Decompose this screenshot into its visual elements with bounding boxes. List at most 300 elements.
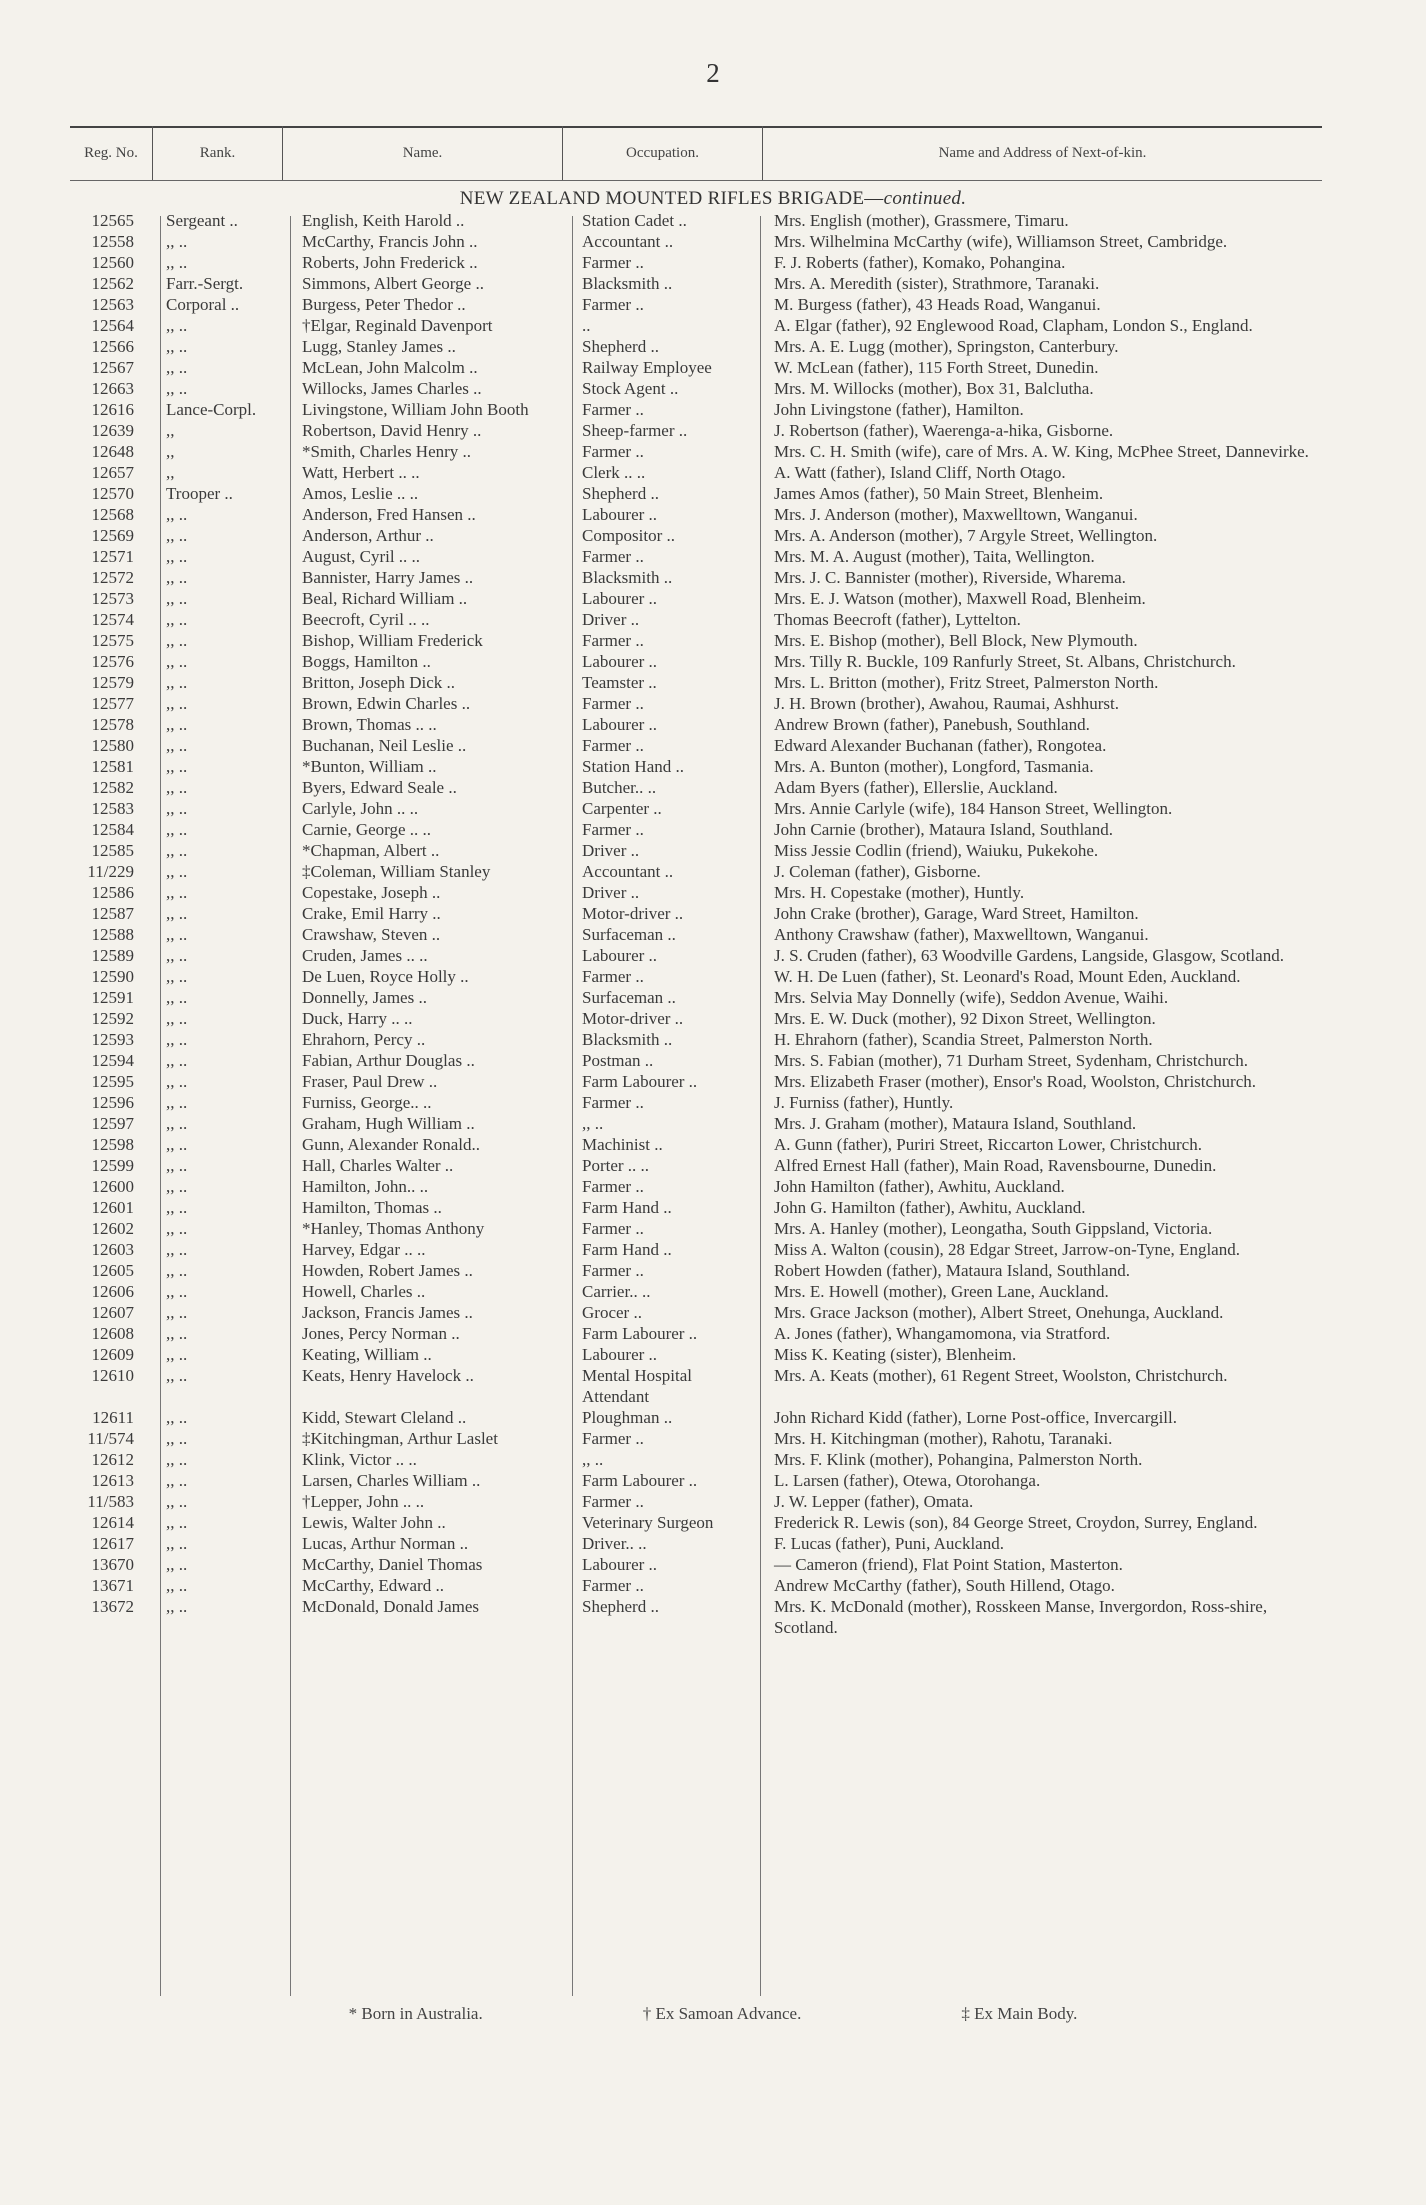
reg-number: 12606 [91, 1282, 134, 1301]
soldier-name: Watt, Herbert .. .. [302, 463, 420, 482]
rank: ,, .. [166, 1345, 188, 1364]
reg-number: 12605 [91, 1261, 134, 1280]
next-of-kin: Miss A. Walton (cousin), 28 Edgar Street, Jarrow-on-Tyne, England. [774, 1240, 1240, 1259]
rank: ,, .. [166, 1198, 188, 1217]
reg-number: 12609 [91, 1345, 134, 1364]
rank: ,, .. [166, 799, 188, 818]
occupation: Clerk .. .. [582, 463, 646, 482]
rank: ,, .. [166, 1219, 188, 1238]
occupation: Carrier.. .. [582, 1282, 651, 1301]
table-row [0, 1302, 1426, 1323]
next-of-kin: J. Robertson (father), Waerenga-a-hika, Gisborne. [774, 421, 1114, 440]
reg-number: 12612 [91, 1450, 134, 1469]
table-row [0, 357, 1426, 378]
next-of-kin: A. Elgar (father), 92 Englewood Road, Clapham, London S., England. [774, 316, 1253, 335]
table-row [0, 1050, 1426, 1071]
next-of-kin: John Hamilton (father), Awhitu, Auckland. [774, 1177, 1065, 1196]
reg-number: 12558 [91, 232, 134, 251]
soldier-name: Lewis, Walter John .. [302, 1513, 446, 1532]
next-of-kin: Mrs. Selvia May Donnelly (wife), Seddon Avenue, Waihi. [774, 988, 1169, 1007]
next-of-kin: Mrs. E. J. Watson (mother), Maxwell Road, Blenheim. [774, 589, 1146, 608]
reg-number: 12574 [91, 610, 134, 629]
occupation: ,, .. [582, 1450, 604, 1469]
rank: ,, [166, 421, 175, 440]
rank: ,, .. [166, 1303, 188, 1322]
rank: ,, .. [166, 694, 188, 713]
next-of-kin: A. Jones (father), Whangamomona, via Stratford. [774, 1324, 1111, 1343]
reg-number: 12657 [91, 463, 134, 482]
occupation: Blacksmith .. [582, 274, 673, 293]
next-of-kin: John Richard Kidd (father), Lorne Post-office, Invercargill. [774, 1408, 1177, 1427]
occupation: Compositor .. [582, 526, 676, 545]
header-name: Name. [282, 126, 562, 180]
next-of-kin: Mrs. H. Kitchingman (mother), Rahotu, Taranaki. [774, 1429, 1113, 1448]
rank: ,, .. [166, 736, 188, 755]
occupation: Blacksmith .. [582, 1030, 673, 1049]
soldier-name: ‡Kitchingman, Arthur Laslet [302, 1429, 498, 1448]
reg-number: 12572 [91, 568, 134, 587]
next-of-kin: Mrs. A. Meredith (sister), Strathmore, Taranaki. [774, 274, 1100, 293]
occupation: Station Cadet .. [582, 211, 687, 230]
soldier-name: Carlyle, John .. .. [302, 799, 419, 818]
reg-number: 12583 [91, 799, 134, 818]
rank: Corporal .. [166, 295, 240, 314]
occupation: Grocer .. [582, 1303, 642, 1322]
soldier-name: *Chapman, Albert .. [302, 841, 440, 860]
occupation: Farmer .. [582, 820, 644, 839]
occupation: Farmer .. [582, 400, 644, 419]
soldier-name: Duck, Harry .. .. [302, 1009, 413, 1028]
occupation: Farmer .. [582, 547, 644, 566]
next-of-kin: — Cameron (friend), Flat Point Station, Masterton. [774, 1555, 1123, 1574]
table-row [0, 1029, 1426, 1050]
next-of-kin: Mrs. A. Bunton (mother), Longford, Tasmania. [774, 757, 1094, 776]
reg-number: 12639 [91, 421, 134, 440]
reg-number: 12586 [91, 883, 134, 902]
reg-number: 12577 [91, 694, 134, 713]
reg-number: 12581 [91, 757, 134, 776]
table-row [0, 294, 1426, 315]
soldier-name: McLean, John Malcolm .. [302, 358, 478, 377]
next-of-kin: Mrs. Elizabeth Fraser (mother), Ensor's Road, Woolston, Christchurch. [774, 1072, 1257, 1091]
table-row [0, 1134, 1426, 1155]
reg-number: 12579 [91, 673, 134, 692]
soldier-name: Beal, Richard William .. [302, 589, 468, 608]
rank: ,, .. [166, 337, 188, 356]
reg-number: 12603 [91, 1240, 134, 1259]
table-row [0, 1092, 1426, 1113]
rank: ,, .. [166, 1408, 188, 1427]
reg-number: 12564 [91, 316, 134, 335]
table-row [0, 1281, 1426, 1302]
table-row [0, 966, 1426, 987]
reg-number: 12585 [91, 841, 134, 860]
next-of-kin: W. McLean (father), 115 Forth Street, Dunedin. [774, 358, 1099, 377]
table-row [0, 1176, 1426, 1197]
section-title-text: NEW ZEALAND MOUNTED RIFLES BRIGADE— [459, 188, 884, 209]
table-row [0, 336, 1426, 357]
soldier-name: Hamilton, Thomas .. [302, 1198, 442, 1217]
header-rank: Rank. [152, 126, 282, 180]
reg-number: 12568 [91, 505, 134, 524]
rank: ,, .. [166, 1576, 188, 1595]
rank: ,, .. [166, 568, 188, 587]
next-of-kin: Mrs. L. Britton (mother), Fritz Street, Palmerston North. [774, 673, 1159, 692]
reg-number: 12596 [91, 1093, 134, 1112]
soldier-name: Lucas, Arthur Norman .. [302, 1534, 469, 1553]
table-row [0, 1008, 1426, 1029]
table-row [0, 1113, 1426, 1134]
next-of-kin: Mrs. K. McDonald (mother), Rosskeen Manse, Invergordon, Ross-shire, Scotland. [774, 1597, 1268, 1637]
soldier-name: De Luen, Royce Holly .. [302, 967, 469, 986]
occupation: Farmer .. [582, 253, 644, 272]
table-row [0, 1323, 1426, 1344]
page-number: 2 [706, 58, 720, 88]
table-row [0, 777, 1426, 798]
rank: ,, .. [166, 883, 188, 902]
rank: ,, .. [166, 1051, 188, 1070]
table-row [0, 273, 1426, 294]
reg-number: 12616 [91, 400, 134, 419]
rank: ,, .. [166, 652, 188, 671]
table-row [0, 1260, 1426, 1281]
reg-number: 12576 [91, 652, 134, 671]
next-of-kin: J. Furniss (father), Huntly. [774, 1093, 954, 1112]
soldier-name: Robertson, David Henry .. [302, 421, 482, 440]
reg-number: 12594 [91, 1051, 134, 1070]
occupation: Machinist .. [582, 1135, 663, 1154]
occupation: Blacksmith .. [582, 568, 673, 587]
reg-number: 12580 [91, 736, 134, 755]
reg-number: 12593 [91, 1030, 134, 1049]
rank: ,, .. [166, 988, 188, 1007]
occupation: Veterinary Surgeon [582, 1513, 714, 1532]
reg-number: 12601 [91, 1198, 134, 1217]
footnote-samoan-advance: † Ex Samoan Advance. [642, 2004, 802, 2023]
occupation: Postman .. [582, 1051, 654, 1070]
soldier-name: Roberts, John Frederick .. [302, 253, 478, 272]
rank: ,, .. [166, 589, 188, 608]
soldier-name: Brown, Edwin Charles .. [302, 694, 471, 713]
next-of-kin: Anthony Crawshaw (father), Maxwelltown, Wanganui. [774, 925, 1149, 944]
occupation: Labourer .. [582, 505, 658, 524]
occupation: Farm Hand .. [582, 1240, 672, 1259]
rank: Farr.-Sergt. [166, 274, 244, 293]
reg-number: 12589 [91, 946, 134, 965]
rank: ,, .. [166, 232, 188, 251]
table-row [0, 210, 1426, 231]
rank: ,, .. [166, 1555, 188, 1574]
occupation: Farm Hand .. [582, 1198, 672, 1217]
rank: ,, .. [166, 715, 188, 734]
soldier-name: Brown, Thomas .. .. [302, 715, 437, 734]
table-row [0, 1512, 1426, 1533]
table-row [0, 693, 1426, 714]
rank: Trooper .. [166, 484, 233, 503]
occupation: Surfaceman .. [582, 925, 676, 944]
table-row [0, 861, 1426, 882]
table-row [0, 840, 1426, 861]
reg-number: 12602 [91, 1219, 134, 1238]
rank: ,, .. [166, 1534, 188, 1553]
table-row [0, 315, 1426, 336]
occupation: Farmer .. [582, 694, 644, 713]
occupation: Farmer .. [582, 1177, 644, 1196]
next-of-kin: Mrs. J. C. Bannister (mother), Riverside, Wharema. [774, 568, 1126, 587]
soldier-name: Keats, Henry Havelock .. [302, 1366, 474, 1385]
next-of-kin: James Amos (father), 50 Main Street, Blenheim. [774, 484, 1104, 503]
reg-number: 12648 [91, 442, 134, 461]
next-of-kin: Mrs. Tilly R. Buckle, 109 Ranfurly Street, St. Albans, Christchurch. [774, 652, 1236, 671]
rank: ,, .. [166, 904, 188, 923]
reg-number: 12610 [91, 1366, 134, 1385]
soldier-name: Lugg, Stanley James .. [302, 337, 456, 356]
soldier-name: Howden, Robert James .. [302, 1261, 473, 1280]
soldier-name: Furniss, George.. .. [302, 1093, 432, 1112]
reg-number: 12608 [91, 1324, 134, 1343]
soldier-name: ‡Coleman, William Stanley [302, 862, 491, 881]
table-row [0, 1344, 1426, 1365]
soldier-name: Copestake, Joseph .. [302, 883, 441, 902]
reg-number: 12588 [91, 925, 134, 944]
table-row [0, 1218, 1426, 1239]
occupation: Farm Labourer .. [582, 1471, 698, 1490]
rank: ,, .. [166, 1429, 188, 1448]
next-of-kin: Mrs. Annie Carlyle (wife), 184 Hanson Street, Wellington. [774, 799, 1173, 818]
next-of-kin: F. Lucas (father), Puni, Auckland. [774, 1534, 1004, 1553]
table-row [0, 735, 1426, 756]
reg-number: 12569 [91, 526, 134, 545]
rank: ,, .. [166, 1030, 188, 1049]
next-of-kin: Mrs. E. Howell (mother), Green Lane, Auckland. [774, 1282, 1109, 1301]
rank: ,, .. [166, 631, 188, 650]
soldier-name: Fraser, Paul Drew .. [302, 1072, 438, 1091]
next-of-kin: Mrs. F. Klink (mother), Pohangina, Palmerston North. [774, 1450, 1143, 1469]
soldier-name: Livingstone, William John Booth [302, 400, 529, 419]
occupation: Butcher.. .. [582, 778, 657, 797]
soldier-name: Anderson, Fred Hansen .. [302, 505, 476, 524]
roll-table-body [0, 210, 1426, 1638]
soldier-name: Buchanan, Neil Leslie .. [302, 736, 467, 755]
rank: Lance-Corpl. [166, 400, 257, 419]
rank: ,, .. [166, 820, 188, 839]
rank: ,, .. [166, 1261, 188, 1280]
next-of-kin: Mrs. A. Anderson (mother), 7 Argyle Street, Wellington. [774, 526, 1158, 545]
soldier-name: *Bunton, William .. [302, 757, 437, 776]
soldier-name: McCarthy, Daniel Thomas [302, 1555, 483, 1574]
occupation: Accountant .. [582, 862, 674, 881]
next-of-kin: John Crake (brother), Garage, Ward Street, Hamilton. [774, 904, 1139, 923]
rank: ,, .. [166, 1450, 188, 1469]
occupation: Surfaceman .. [582, 988, 676, 1007]
next-of-kin: Mrs. M. Willocks (mother), Box 31, Balclutha. [774, 379, 1094, 398]
rank: ,, .. [166, 1324, 188, 1343]
table-row [0, 1428, 1426, 1449]
occupation: Farmer .. [582, 631, 644, 650]
table-row [0, 1596, 1426, 1638]
rank: ,, .. [166, 316, 188, 335]
occupation: Ploughman .. [582, 1408, 673, 1427]
rank: ,, [166, 442, 175, 461]
next-of-kin: Mrs. A. E. Lugg (mother), Springston, Canterbury. [774, 337, 1119, 356]
table-row [0, 1575, 1426, 1596]
soldier-name: Jones, Percy Norman .. [302, 1324, 460, 1343]
rank: ,, .. [166, 1597, 188, 1616]
rank: ,, .. [166, 1156, 188, 1175]
soldier-name: Bannister, Harry James .. [302, 568, 474, 587]
table-row [0, 399, 1426, 420]
table-row [0, 924, 1426, 945]
next-of-kin: Miss Jessie Codlin (friend), Waiuku, Pukekohe. [774, 841, 1099, 860]
soldier-name: Byers, Edward Seale .. [302, 778, 457, 797]
table-row [0, 798, 1426, 819]
next-of-kin: Edward Alexander Buchanan (father), Rongotea. [774, 736, 1107, 755]
reg-number: 12587 [91, 904, 134, 923]
reg-number: 12570 [91, 484, 134, 503]
reg-number: 12592 [91, 1009, 134, 1028]
table-row [0, 588, 1426, 609]
header-reg: Reg. No. [84, 145, 138, 161]
occupation: Labourer .. [582, 1345, 658, 1364]
soldier-name: Fabian, Arthur Douglas .. [302, 1051, 475, 1070]
reg-number: 12573 [91, 589, 134, 608]
rank: ,, .. [166, 1135, 188, 1154]
table-row [0, 630, 1426, 651]
occupation: Shepherd .. [582, 1597, 659, 1616]
table-row [0, 819, 1426, 840]
occupation: Labourer .. [582, 946, 658, 965]
next-of-kin: Andrew Brown (father), Panebush, Southland. [774, 715, 1090, 734]
rank: ,, .. [166, 841, 188, 860]
next-of-kin: Adam Byers (father), Ellerslie, Auckland. [774, 778, 1058, 797]
reg-number: 12582 [91, 778, 134, 797]
table-row [0, 1071, 1426, 1092]
reg-number: 12597 [91, 1114, 134, 1133]
section-title-continued: continued. [883, 188, 967, 209]
soldier-name: Klink, Victor .. .. [302, 1450, 417, 1469]
rank: ,, .. [166, 1282, 188, 1301]
rank: ,, .. [166, 778, 188, 797]
soldier-name: Britton, Joseph Dick .. [302, 673, 455, 692]
rank: ,, .. [166, 505, 188, 524]
occupation: Shepherd .. [582, 484, 659, 503]
occupation: Farm Labourer .. [582, 1324, 698, 1343]
reg-number: 13672 [91, 1597, 134, 1616]
occupation: Driver .. [582, 841, 640, 860]
occupation: Farmer .. [582, 1261, 644, 1280]
reg-number: 12571 [91, 547, 134, 566]
rank: ,, .. [166, 1366, 188, 1385]
occupation: Farmer .. [582, 1219, 644, 1238]
table-row [0, 483, 1426, 504]
reg-number: 12599 [91, 1156, 134, 1175]
rank: ,, .. [166, 379, 188, 398]
soldier-name: Hall, Charles Walter .. [302, 1156, 454, 1175]
rank: ,, .. [166, 1072, 188, 1091]
table-row [0, 231, 1426, 252]
next-of-kin: Mrs. S. Fabian (mother), 71 Durham Street, Sydenham, Christchurch. [774, 1051, 1249, 1070]
occupation: Accountant .. [582, 232, 674, 251]
rank: ,, .. [166, 925, 188, 944]
next-of-kin: J. Coleman (father), Gisborne. [774, 862, 981, 881]
soldier-name: English, Keith Harold .. [302, 211, 465, 230]
soldier-name: Amos, Leslie .. .. [302, 484, 419, 503]
rank: ,, .. [166, 1009, 188, 1028]
reg-number: 12578 [91, 715, 134, 734]
table-row [0, 714, 1426, 735]
next-of-kin: Mrs. A. Hanley (mother), Leongatha, South Gippsland, Victoria. [774, 1219, 1213, 1238]
occupation: Railway Employee [582, 358, 712, 377]
next-of-kin: Mrs. Wilhelmina McCarthy (wife), Williamson Street, Cambridge. [774, 232, 1228, 251]
rank: ,, .. [166, 1240, 188, 1259]
reg-number: 12560 [91, 253, 134, 272]
table-row [0, 903, 1426, 924]
table-row [0, 546, 1426, 567]
reg-number: 13670 [91, 1555, 134, 1574]
next-of-kin: L. Larsen (father), Otewa, Otorohanga. [774, 1471, 1041, 1490]
soldier-name: Crawshaw, Steven .. [302, 925, 441, 944]
next-of-kin: J. W. Lepper (father), Omata. [774, 1492, 974, 1511]
soldier-name: Hamilton, John.. .. [302, 1177, 429, 1196]
reg-number: 12600 [91, 1177, 134, 1196]
rank: ,, .. [166, 526, 188, 545]
next-of-kin: H. Ehrahorn (father), Scandia Street, Palmerston North. [774, 1030, 1153, 1049]
footnote-main-body: ‡ Ex Main Body. [961, 2004, 1078, 2023]
occupation: Labourer .. [582, 589, 658, 608]
next-of-kin: Mrs. E. Bishop (mother), Bell Block, New Plymouth. [774, 631, 1138, 650]
soldier-name: Cruden, James .. .. [302, 946, 428, 965]
reg-number: 12565 [91, 211, 134, 230]
footnotes [0, 2004, 1426, 2024]
next-of-kin: Mrs. A. Keats (mother), 61 Regent Street, Woolston, Christchurch. [774, 1366, 1228, 1385]
rank: ,, .. [166, 757, 188, 776]
reg-number: 12617 [91, 1534, 134, 1553]
table-row [0, 525, 1426, 546]
table-row [0, 1155, 1426, 1176]
reg-number: 11/583 [87, 1492, 134, 1511]
table-row [0, 504, 1426, 525]
table-row [0, 1407, 1426, 1428]
occupation: Farmer .. [582, 295, 644, 314]
reg-number: 12663 [91, 379, 134, 398]
rank: ,, .. [166, 1177, 188, 1196]
footnote-born-australia: * Born in Australia. [348, 2004, 483, 2023]
occupation: Farmer .. [582, 1429, 644, 1448]
reg-number: 12607 [91, 1303, 134, 1322]
occupation: Station Hand .. [582, 757, 684, 776]
rank: ,, .. [166, 253, 188, 272]
soldier-name: Bishop, William Frederick [302, 631, 483, 650]
occupation: Labourer .. [582, 715, 658, 734]
header-occupation: Occupation. [562, 126, 762, 180]
next-of-kin: Mrs. E. W. Duck (mother), 92 Dixon Street, Wellington. [774, 1009, 1156, 1028]
reg-number: 12590 [91, 967, 134, 986]
reg-number: 12613 [91, 1471, 134, 1490]
soldier-name: Gunn, Alexander Ronald.. [302, 1135, 480, 1154]
table-header [70, 126, 1322, 180]
reg-number: 12563 [91, 295, 134, 314]
reg-number: 12566 [91, 337, 134, 356]
next-of-kin: W. H. De Luen (father), St. Leonard's Road, Mount Eden, Auckland. [774, 967, 1241, 986]
next-of-kin: F. J. Roberts (father), Komako, Pohangina. [774, 253, 1066, 272]
table-row [0, 462, 1426, 483]
next-of-kin: Mrs. C. H. Smith (wife), care of Mrs. A. W. King, McPhee Street, Dannevirke. [774, 442, 1309, 461]
next-of-kin: Mrs. J. Graham (mother), Mataura Island, Southland. [774, 1114, 1137, 1133]
soldier-name: Crake, Emil Harry .. [302, 904, 441, 923]
next-of-kin: Miss K. Keating (sister), Blenheim. [774, 1345, 1017, 1364]
table-row [0, 567, 1426, 588]
table-row [0, 378, 1426, 399]
